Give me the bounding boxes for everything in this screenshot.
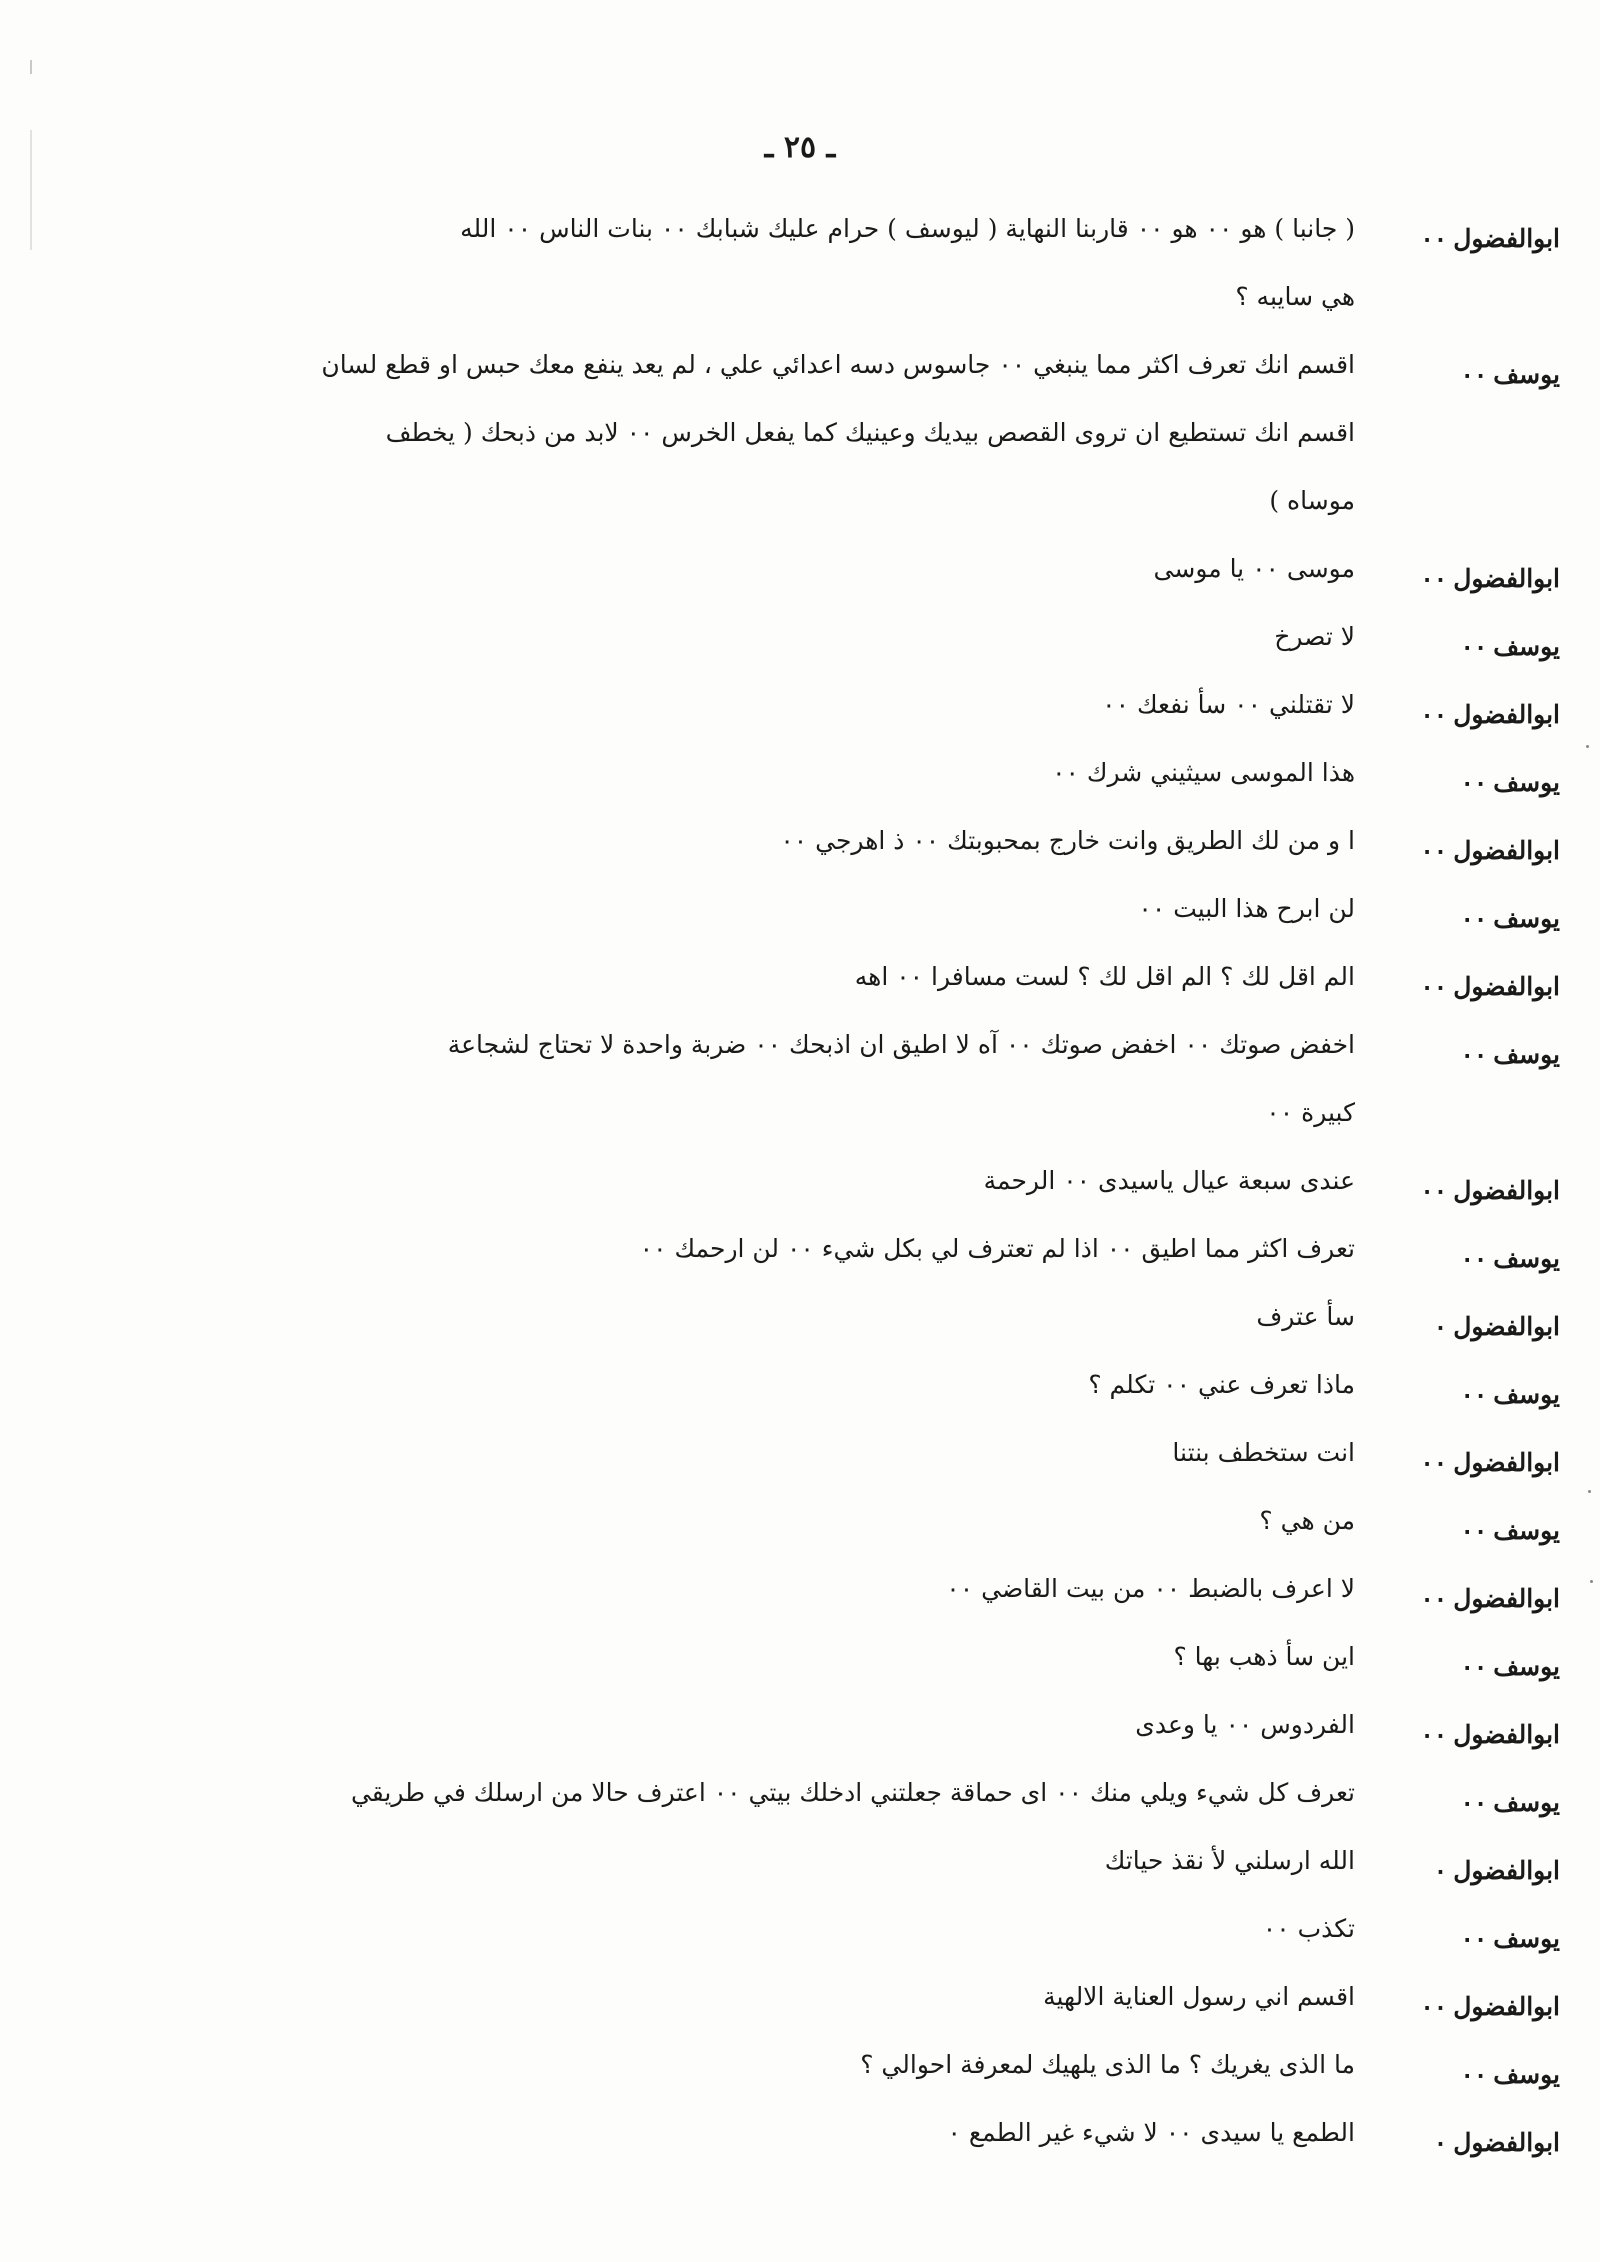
speaker-label: يوسف: [1493, 2060, 1560, 2089]
speaker-label: ابوالفضول: [1453, 972, 1560, 1001]
dialogue-text: لا تصرخ: [1274, 622, 1355, 651]
dialogue-line: [190, 1555, 1600, 1623]
speaker-label: يوسف: [1493, 1516, 1560, 1545]
speaker-marker: ٠٠: [1460, 2060, 1488, 2089]
dialogue-text: موسى ٠٠ يا موسى: [1153, 554, 1355, 583]
speaker-label: ابوالفضول: [1453, 1856, 1560, 1885]
speaker-marker: ٠: [1433, 1856, 1448, 1885]
speaker-name: [1370, 2109, 1560, 2177]
dialogue-line: [190, 1895, 1600, 1963]
dialogue-text: موساه ): [1269, 486, 1355, 515]
dialogue-line: [190, 1351, 1600, 1419]
page-number: ـ ٢٥ ـ: [764, 130, 836, 165]
dialogue-text: تعرف اكثر مما اطيق ٠٠ اذا لم تعترف لي بكل شيء ٠٠ لن ارحمك ٠٠: [639, 1234, 1355, 1263]
speaker-marker: ٠٠: [1460, 360, 1488, 389]
speaker-label: يوسف: [1493, 1040, 1560, 1069]
speaker-label: ابوالفضول: [1453, 1448, 1560, 1477]
dialogue-continuation: [190, 399, 1600, 467]
dialogue-text: تكذب ٠٠: [1262, 1914, 1355, 1943]
dialogue-text: ما الذى يغريك ؟ ما الذى يلهيك لمعرفة احوالي ؟: [860, 2050, 1355, 2079]
dialogue-text: كبيرة ٠٠: [1266, 1098, 1355, 1127]
dialogue-text: ماذا تعرف عني ٠٠ تكلم ؟: [1088, 1370, 1355, 1399]
dialogue-text: هذا الموسى سيثيني شرك ٠٠: [1052, 758, 1355, 787]
dialogue-line: [190, 671, 1600, 739]
speaker-marker: ٠٠: [1420, 700, 1448, 729]
speaker-marker: ٠٠: [1420, 1720, 1448, 1749]
dialogue-text: من هي ؟: [1259, 1506, 1355, 1535]
dialogue-text: لا اعرف بالضبط ٠٠ من بيت القاضي ٠٠: [946, 1574, 1355, 1603]
speaker-label: يوسف: [1493, 360, 1560, 389]
speaker-marker: ٠٠: [1460, 1380, 1488, 1409]
dialogue-text: اقسم انك تستطيع ان تروى القصص بيديك وعينيك كما يفعل الخرس ٠٠ لابد من ذبحك ( يخطف: [385, 418, 1355, 447]
dialogue-text: لن ابرح هذا البيت ٠٠: [1138, 894, 1355, 923]
speaker-marker: ٠٠: [1420, 1448, 1448, 1477]
speaker-marker: ٠٠: [1460, 1924, 1488, 1953]
dialogue-text: الله ارسلني لأ نقذ حياتك: [1104, 1846, 1355, 1875]
dialogue-line: [190, 1691, 1600, 1759]
dialogue-line: [190, 331, 1600, 399]
speaker-marker: ٠٠: [1420, 224, 1448, 253]
speaker-marker: ٠٠: [1420, 836, 1448, 865]
dialogue-line: [190, 2031, 1600, 2099]
dialogue-line: [190, 875, 1600, 943]
dialogue-line: [190, 1283, 1600, 1351]
speaker-label: يوسف: [1493, 1652, 1560, 1681]
dialogue-text: عندى سبعة عيال ياسيدى ٠٠ الرحمة: [983, 1166, 1355, 1195]
dialogue-text: ( جانبا ) هو ٠٠ هو ٠٠ قاربنا النهاية ( ليوسف ) حرام عليك شبابك ٠٠ بنات الناس ٠٠ الله: [460, 214, 1355, 243]
dialogue-text: انت ستخطف بنتنا: [1172, 1438, 1355, 1467]
speaker-label: يوسف: [1493, 1244, 1560, 1273]
speaker-label: ابوالفضول: [1453, 224, 1560, 253]
dialogue-line: [190, 807, 1600, 875]
dialogue-text: الفردوس ٠٠ يا وعدى: [1135, 1710, 1355, 1739]
speaker-marker: ٠٠: [1420, 1584, 1448, 1613]
dialogue-script: [190, 195, 1600, 2167]
dialogue-text: اقسم اني رسول العناية الالهية: [1043, 1982, 1355, 2011]
speaker-label: يوسف: [1493, 1380, 1560, 1409]
speaker-label: يوسف: [1493, 904, 1560, 933]
dialogue-line: [190, 1487, 1600, 1555]
dialogue-line: [190, 1419, 1600, 1487]
dialogue-text: لا تقتلني ٠٠ سأ نفعك ٠٠: [1102, 690, 1355, 719]
speaker-label: يوسف: [1493, 632, 1560, 661]
speaker-marker: ٠٠: [1460, 768, 1488, 797]
speaker-marker: ٠٠: [1420, 1992, 1448, 2021]
dialogue-continuation: [190, 263, 1600, 331]
dialogue-line: [190, 535, 1600, 603]
speaker-label: ابوالفضول: [1453, 2128, 1560, 2157]
dialogue-line: [190, 1215, 1600, 1283]
speaker-marker: ٠٠: [1420, 564, 1448, 593]
speaker-label: ابوالفضول: [1453, 836, 1560, 865]
dialogue-line: [190, 603, 1600, 671]
speaker-marker: ٠٠: [1460, 904, 1488, 933]
speaker-label: ابوالفضول: [1453, 1584, 1560, 1613]
speaker-marker: ٠٠: [1420, 972, 1448, 1001]
dialogue-text: الطمع يا سيدى ٠٠ لا شيء غير الطمع ٠: [947, 2118, 1355, 2147]
dialogue-line: [190, 195, 1600, 263]
dialogue-line: [190, 1147, 1600, 1215]
speaker-marker: ٠: [1433, 1312, 1448, 1341]
dialogue-line: [190, 2099, 1600, 2167]
dialogue-line: [190, 739, 1600, 807]
speaker-label: يوسف: [1493, 1924, 1560, 1953]
dialogue-line: [190, 943, 1600, 1011]
speaker-label: ابوالفضول: [1453, 564, 1560, 593]
dialogue-continuation: [190, 467, 1600, 535]
speaker-marker: ٠٠: [1460, 632, 1488, 661]
dialogue-text: اخفض صوتك ٠٠ اخفض صوتك ٠٠ آه لا اطيق ان اذبحك ٠٠ ضربة واحدة لا تحتاج لشجاعة: [447, 1030, 1355, 1059]
dialogue-line: [190, 1759, 1600, 1827]
speaker-label: يوسف: [1493, 768, 1560, 797]
speaker-marker: ٠٠: [1460, 1244, 1488, 1273]
dialogue-line: [190, 1827, 1600, 1895]
speaker-marker: ٠٠: [1460, 1040, 1488, 1069]
speaker-label: ابوالفضول: [1453, 1312, 1560, 1341]
speaker-label: ابوالفضول: [1453, 700, 1560, 729]
dialogue-text: سأ عترف: [1256, 1302, 1355, 1331]
dialogue-continuation: [190, 1079, 1600, 1147]
dialogue-line: [190, 1011, 1600, 1079]
dialogue-line: [190, 1623, 1600, 1691]
scan-margin-mark: [30, 60, 32, 74]
dialogue-text: تعرف كل شيء ويلي منك ٠٠ اى حماقة جعلتني ادخلك بيتي ٠٠ اعترف حالا من ارسلك في طريقي: [350, 1778, 1355, 1807]
speaker-marker: ٠٠: [1460, 1788, 1488, 1817]
dialogue-text: الم اقل لك ؟ الم اقل لك ؟ لست مسافرا ٠٠ اهه: [854, 962, 1355, 991]
speaker-marker: ٠: [1433, 2128, 1448, 2157]
speaker-label: ابوالفضول: [1453, 1992, 1560, 2021]
dialogue-line: [190, 1963, 1600, 2031]
dialogue-text: هي سايبه ؟: [1235, 282, 1355, 311]
dialogue-text: اقسم انك تعرف اكثر مما ينبغي ٠٠ جاسوس دسه اعدائي علي ، لم يعد ينفع معك حبس او قطع لسان: [321, 350, 1355, 379]
speaker-label: ابوالفضول: [1453, 1176, 1560, 1205]
speaker-label: ابوالفضول: [1453, 1720, 1560, 1749]
speaker-marker: ٠٠: [1420, 1176, 1448, 1205]
dialogue-text: اين سأ ذهب بها ؟: [1173, 1642, 1355, 1671]
speaker-label: يوسف: [1493, 1788, 1560, 1817]
speaker-marker: ٠٠: [1460, 1652, 1488, 1681]
speaker-marker: ٠٠: [1460, 1516, 1488, 1545]
dialogue-text: ا و من لك الطريق وانت خارج بمحبوبتك ٠٠ ذ اهرجي ٠٠: [780, 826, 1355, 855]
